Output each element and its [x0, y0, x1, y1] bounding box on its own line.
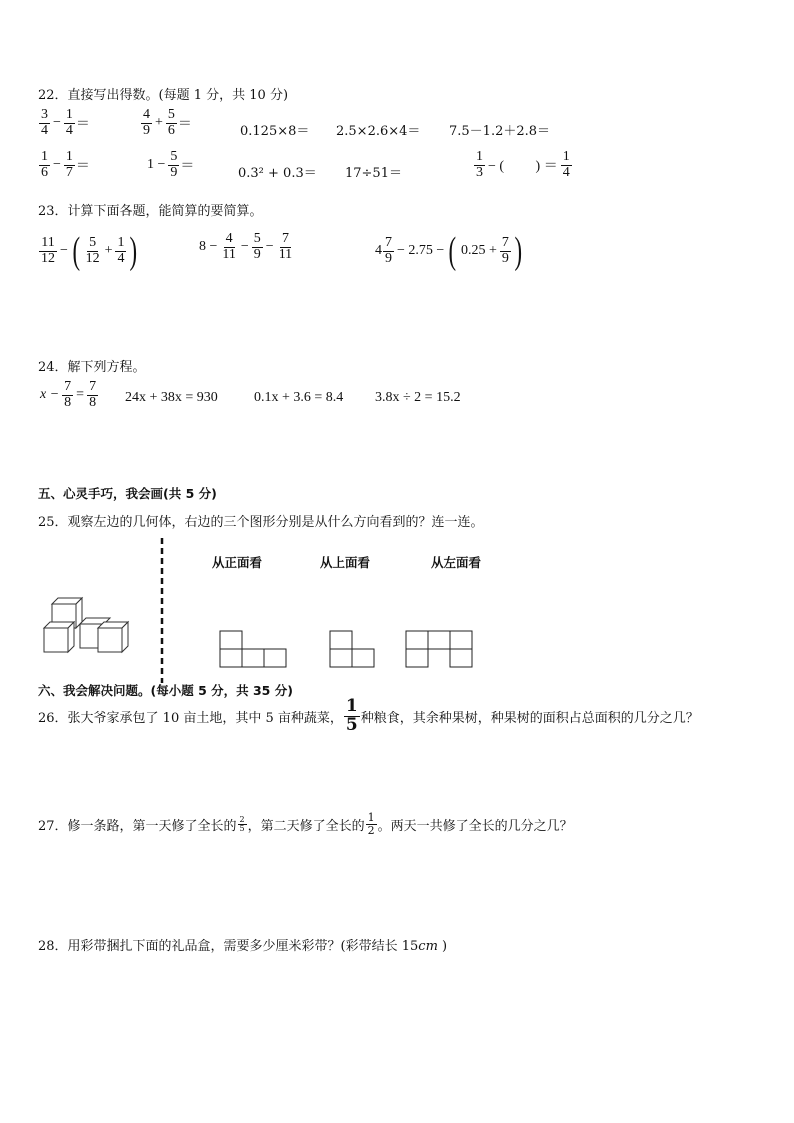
q27-text: 27．修一条路，第一天修了全长的 $\frac{2}{5}$ ，第二天修了全长的 $\frac{1}{2}$ 。两天一共修了全长的几分之几？	[38, 811, 573, 837]
q22-expr-3: 0.125×8＝	[240, 124, 310, 139]
view-shape-2	[329, 630, 379, 670]
q22-expr-9: 17÷51＝	[345, 166, 402, 181]
q23-expr-3: 4 $\frac{7}{9}$ − 2.75 − ( 0.25 + $\frac{7}{9}$ )	[375, 230, 522, 272]
q22-expr-2: $\frac{4}{9}$ + $\frac{5}{6}$ ＝	[143, 107, 192, 138]
section-6-heading: 六、我会解决问题。(每小题 5 分，共 35 分)	[38, 683, 293, 698]
q22-expr-6: $\frac{1}{6}$ − $\frac{1}{7}$ ＝	[41, 149, 90, 180]
q24-expr-3: 0.1x + 3.6 = 8.4	[254, 390, 344, 405]
q25-title: 25．观察左边的几何体，右边的三个图形分别是从什么方向看到的？连一连。	[38, 515, 484, 530]
q28-text: 28．用彩带捆扎下面的礼品盒，需要多少厘米彩带？(彩带结长 15cm )	[38, 939, 448, 954]
q22-expr-5: 7.5－1.2＋2.8＝	[449, 124, 551, 139]
view-label-top: 从上面看	[320, 555, 371, 570]
q24-expr-2: 24x + 38x = 930	[125, 390, 218, 405]
q22-expr-1: $\frac{3}{4}$ − $\frac{1}{4}$ ＝	[41, 107, 90, 138]
q24-expr-4: 3.8x ÷ 2 = 15.2	[375, 390, 461, 405]
dashed-divider	[160, 538, 164, 683]
q23-expr-1: $\frac{11}{12}$ − ( $\frac{5}{12}$ + $\frac{1}{4}$ )	[41, 230, 138, 272]
view-shape-3	[405, 630, 477, 670]
q22-expr-10: $\frac{1}{3}$ − ( ) ＝ $\frac{1}{4}$	[476, 149, 570, 180]
q24-expr-1: x − $\frac{7}{8}$ = $\frac{7}{8}$	[40, 379, 97, 410]
q22-title: 22．直接写出得数。(每题 1 分，共 10 分)	[38, 88, 289, 103]
section-5-heading: 五、心灵手巧，我会画(共 5 分)	[38, 486, 217, 501]
view-shape-1	[219, 630, 289, 670]
view-label-front: 从正面看	[212, 555, 263, 570]
q25-solid-figure	[40, 590, 150, 660]
q22-expr-4: 2.5×2.6×4＝	[336, 124, 421, 139]
q24-title: 24．解下列方程。	[38, 360, 146, 375]
view-label-left: 从左面看	[431, 555, 482, 570]
q22-expr-8: 0.3² + 0.3＝	[238, 166, 317, 181]
q22-expr-7: 1 − $\frac{5}{9}$ ＝	[147, 149, 195, 180]
q23-title: 23．计算下面各题，能简算的要简算。	[38, 204, 263, 219]
q26-text: 26．张大爷家承包了 10 亩土地，其中 5 亩种蔬菜， $\frac{1}{5}$ 种粮食，其余种果树，种果树的面积占总面积的几分之几？	[38, 696, 699, 735]
q23-expr-2: 8 − $\frac{4}{11}$ − $\frac{5}{9}$ − $\frac{7}{11}$	[199, 231, 293, 262]
